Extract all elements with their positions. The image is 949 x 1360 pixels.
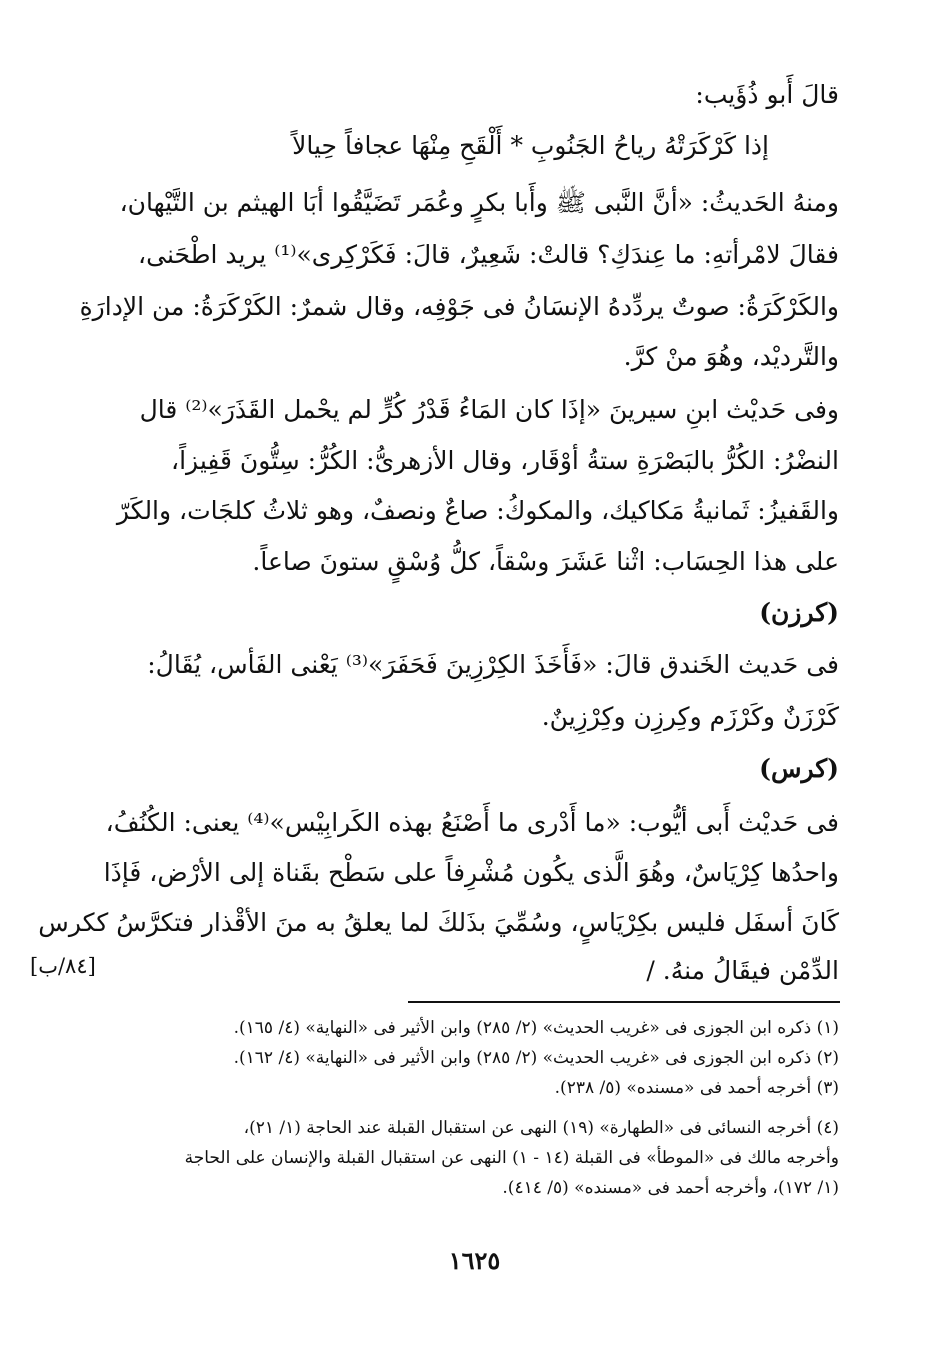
text-line: والكَرْكَرَةُ: صوتٌ يردِّدهُ الإنسَانُ فى جَوْفِه، وقال شمرٌ: الكَرْكَرَةُ: من الإدارَةِ: [79, 292, 839, 321]
text-line: الدِّمْن فيقَالُ منهُ. /: [646, 956, 839, 985]
text-line: ومنهُ الحَديثُ: «أنَّ النَّبى ﷺ وأَبا بكرٍ وعُمَر تَضَيَّقُوا أبَا الهيثم بن التَّيْهان،: [119, 188, 839, 217]
page-number: ١٦٢٥: [448, 1246, 501, 1275]
text-line: كَانَ أسفَل فليس بكِرْيَاسٍ، وسُمِّيَ بذَلكَ لما يعلقُ به منَ الأقْذار فتكرَّسُ ككرس: [38, 908, 839, 937]
text-line: والقَفيزُ: ثَمانيةُ مَكاكيك، والمكوكُ: صاعٌ ونصفٌ، وهو ثلاثُ كلجَات، والكَرّ: [116, 496, 839, 525]
folio-marker: [٨٤/ب]: [30, 954, 96, 978]
text-line: على هذا الحِسَاب: اثْنا عَشَرَ وسْقاً، كلُّ وُسْقٍ ستونَ صاعاً.: [252, 547, 839, 576]
text-line: وفى حَديْث ابنِ سيرينَ «إذَا كان المَاءُ قَدْرُ كُرٍّ لم يحْمل القَذَرَ»⁽²⁾ قال: [139, 395, 839, 424]
footnote: (٤) أخرجه النسائى فى «الطهارة» (١٩) النهى عن استقبال القبلة عند الحاجة (١/ ٢١)،: [243, 1118, 839, 1138]
poetry-verse: إذا كَرْكَرَتْهُ رياحُ الجَنُوبِ * أَلْقَحِ مِنْهَا عجافاً حِيالاً: [292, 131, 769, 160]
footnote-divider: [408, 1001, 840, 1003]
text-line: فقالَ لامْرأتهِ: ما عِندَكِ؟ قالتْ: شَعِيرٌ، قالَ: فَكَرْكِرى»⁽¹⁾ يريد اطْحَنى،: [138, 240, 839, 269]
text-line: واحدُها كِرْيَاسٌ، وهُوَ الَّذى يكُون مُشْرِفاً على سَطْح بقَناة إلى الأرْض، فَإذَا: [103, 858, 839, 887]
footnote: (٣) أخرجه أحمد فى «مسنده» (٥/ ٢٣٨).: [554, 1078, 839, 1098]
section-heading: (كرس): [759, 754, 839, 783]
footnote: (٢) ذكره ابن الجوزى فى «غريب الحديث» (٢/ ٢٨٥) وابن الأثير فى «النهاية» (٤/ ١٦٢).: [233, 1048, 839, 1068]
footnote: وأخرجه مالك فى «الموطأ» فى القبلة (١٤ - ١) النهى عن استقبال القبلة والإنسان على الحاجة: [184, 1148, 839, 1168]
text-line: فى حَديْث أَبى أيُّوب: «ما أَدْرى ما أَصْنَعُ بهذه الكَرابِيْس»⁽⁴⁾ يعنى: الكُنُفُ،: [105, 808, 839, 837]
text-line: فى حَديث الخَندق قالَ: «فَأَخَذَ الكِرْزِينَ فَحَفَرَ»⁽³⁾ يَعْنى الفَأس، يُقَالُ:: [147, 650, 839, 679]
footnote: (١/ ١٧٢)، وأخرجه أحمد فى «مسنده» (٥/ ٤١٤).: [502, 1178, 839, 1198]
text-line: والتَّرديْد، وهُوَ منْ كرَّ.: [623, 342, 839, 371]
text-line: النضْرُ: الكُرُّ بالبَصْرَةِ ستةُ أوْقَار، وقال الأزهرىُّ: الكُرُّ: سِتُّونَ قَفِيزاً،: [171, 446, 839, 475]
text-line: كَرْزَنٌ وكَرْزَم وكِرزِن وكِرْزِينٌ.: [541, 702, 839, 731]
section-heading: (كرزن): [759, 598, 839, 627]
footnote: (١) ذكره ابن الجوزى فى «غريب الحديث» (٢/ ٢٨٥) وابن الأثير فى «النهاية» (٤/ ١٦٥).: [233, 1018, 839, 1038]
text-line: قالَ أَبو ذُؤَيب:: [695, 80, 839, 109]
